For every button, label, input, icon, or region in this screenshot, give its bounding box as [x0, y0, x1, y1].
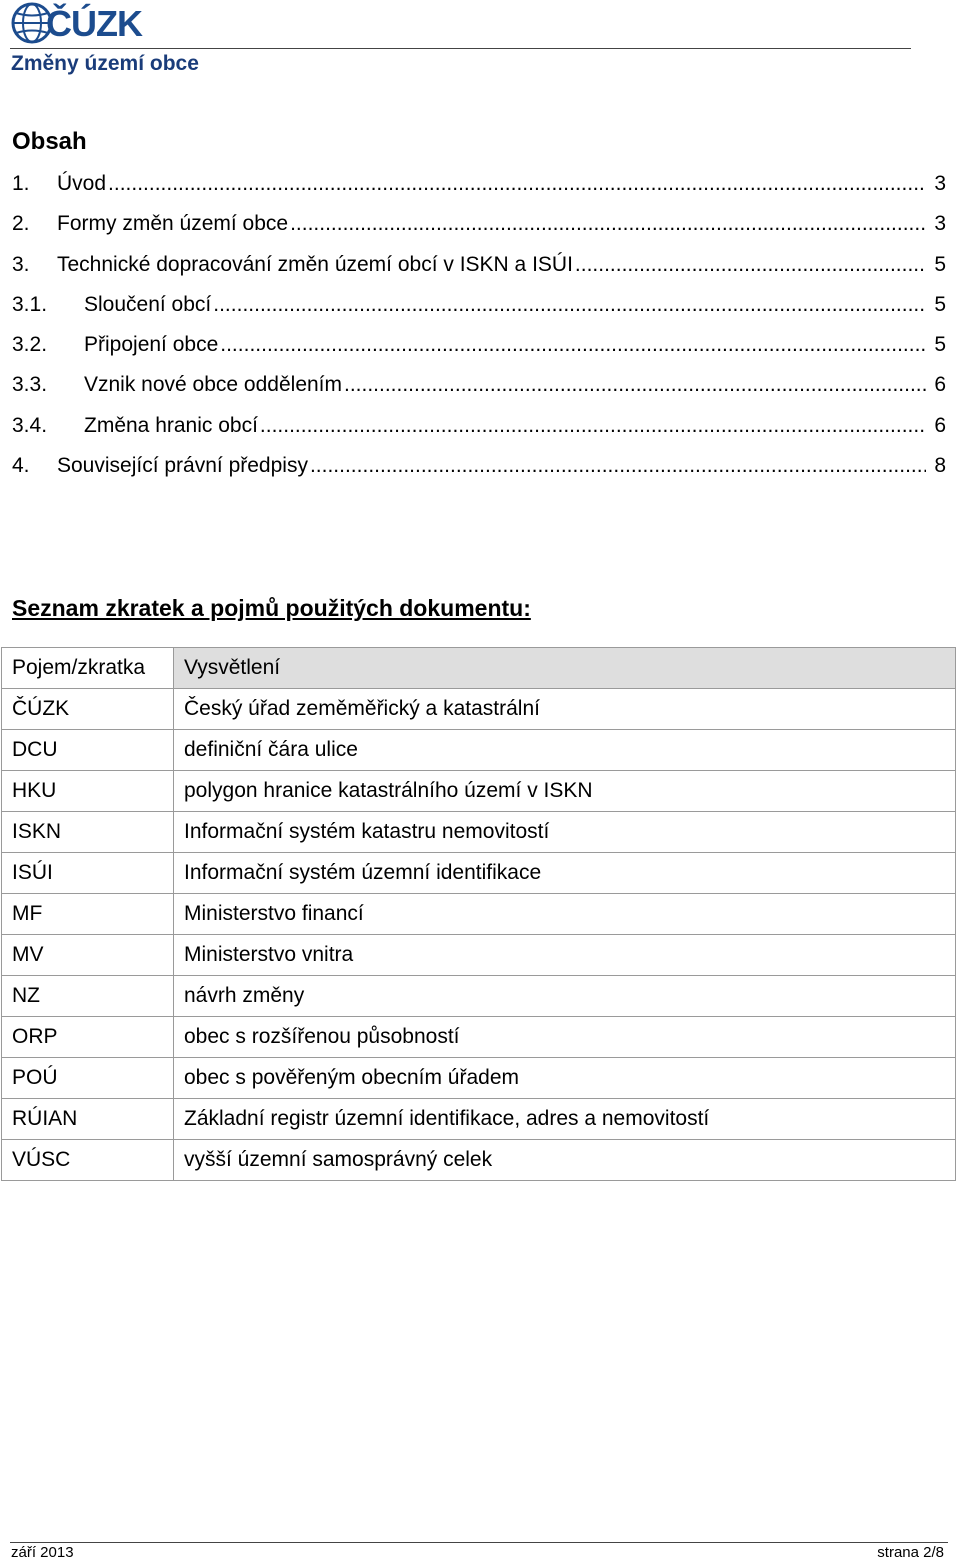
toc-entry[interactable]	[12, 370, 946, 410]
abbreviation-term: ISÚI	[2, 853, 174, 894]
toc-entry-number: 3.	[12, 252, 30, 276]
toc-entry-label: Úvod	[57, 172, 107, 195]
toc-entry-label: Sloučení obcí	[84, 292, 212, 316]
abbreviation-explanation: Informační systém územní identifikace	[174, 853, 956, 894]
toc-entry[interactable]	[12, 209, 946, 249]
abbreviation-term: ČÚZK	[2, 689, 174, 730]
toc-entry-number: 2.	[12, 212, 30, 236]
table-row	[2, 1140, 956, 1181]
abbreviation-term: HKU	[2, 771, 174, 812]
header-divider	[10, 48, 911, 49]
footer-date: září 2013	[11, 1544, 74, 1561]
toc-leader-dots	[108, 169, 926, 199]
toc-entry-label: Změna hranic obcí	[84, 413, 258, 437]
footer-divider	[10, 1542, 948, 1543]
toc-entry-page: 3	[934, 212, 946, 236]
toc-entry[interactable]	[12, 250, 946, 290]
toc-heading: Obsah	[12, 128, 87, 155]
table-row	[2, 853, 956, 894]
footer-page-number: strana 2/8	[877, 1544, 944, 1561]
toc-entry-label: Formy změn území obce	[57, 212, 289, 236]
toc-entry-number: 3.4.	[12, 413, 48, 437]
toc-entry-number: 4.	[12, 454, 30, 478]
toc-entry-page: 5	[934, 252, 946, 276]
table-row	[2, 812, 956, 853]
abbreviation-term: NZ	[2, 976, 174, 1017]
toc-entry-label: Technické dopracování změn území obcí v ISKN a ISÚI	[57, 252, 573, 276]
toc-entry-page: 5	[934, 333, 946, 357]
table-row	[2, 976, 956, 1017]
abbreviation-term: MV	[2, 935, 174, 976]
abbreviation-explanation: Český úřad zeměměřický a katastrální	[174, 689, 956, 730]
abbreviation-term: DCU	[2, 730, 174, 771]
toc-entry[interactable]	[12, 411, 946, 451]
abbreviation-term: ISKN	[2, 812, 174, 853]
column-header-explanation: Vysvětlení	[174, 648, 956, 689]
toc-entry-page: 6	[934, 413, 946, 437]
toc-entry-page: 3	[934, 172, 946, 195]
toc-leader-dots	[260, 411, 926, 441]
abbreviation-explanation: návrh změny	[174, 976, 956, 1017]
toc-leader-dots	[575, 250, 926, 280]
abbreviation-explanation: obec s rozšířenou působností	[174, 1017, 956, 1058]
abbreviation-explanation: vyšší územní samosprávný celek	[174, 1140, 956, 1181]
abbreviations-heading: Seznam zkratek a pojmů použitých dokumentu:	[12, 595, 531, 621]
table-row	[2, 935, 956, 976]
toc-entry-number: 3.3.	[12, 373, 48, 397]
logo-wordmark: ČÚZK	[46, 3, 142, 44]
toc-entry[interactable]	[12, 290, 946, 330]
abbreviation-term: MF	[2, 894, 174, 935]
toc-leader-dots	[213, 290, 926, 320]
toc-leader-dots	[220, 330, 926, 360]
toc-entry-number: 3.1.	[12, 292, 48, 316]
table-row	[2, 730, 956, 771]
toc-entry[interactable]	[12, 451, 946, 491]
abbreviation-explanation: polygon hranice katastrálního území v ISKN	[174, 771, 956, 812]
abbreviation-explanation: obec s pověřeným obecním úřadem	[174, 1058, 956, 1099]
table-row	[2, 1017, 956, 1058]
table-of-contents	[12, 169, 946, 491]
table-row	[2, 689, 956, 730]
abbreviation-explanation: Základní registr územní identifikace, adres a nemovitostí	[174, 1099, 956, 1140]
toc-entry-number: 3.2.	[12, 333, 48, 357]
toc-entry[interactable]	[12, 330, 946, 370]
toc-entry[interactable]	[12, 169, 946, 209]
abbreviation-explanation: Informační systém katastru nemovitostí	[174, 812, 956, 853]
page-header	[0, 0, 960, 80]
table-row	[2, 894, 956, 935]
toc-entry-label: Vznik nové obce oddělením	[84, 373, 342, 397]
toc-entry-label: Související právní předpisy	[57, 454, 308, 478]
abbreviation-term: RÚIAN	[2, 1099, 174, 1140]
document-title: Změny území obce	[11, 52, 199, 75]
toc-entry-page: 6	[934, 373, 946, 397]
toc-leader-dots	[290, 209, 926, 239]
toc-entry-label: Připojení obce	[84, 333, 219, 357]
table-row	[2, 771, 956, 812]
abbreviation-explanation: Ministerstvo financí	[174, 894, 956, 935]
abbreviation-explanation: definiční čára ulice	[174, 730, 956, 771]
abbreviations-table	[1, 647, 956, 1181]
toc-entry-page: 5	[934, 292, 946, 316]
table-row	[2, 1099, 956, 1140]
toc-entry-page: 8	[934, 454, 946, 478]
toc-entry-number: 1.	[12, 172, 30, 195]
column-header-term: Pojem/zkratka	[2, 648, 174, 689]
abbreviation-term: VÚSC	[2, 1140, 174, 1181]
toc-leader-dots	[344, 370, 926, 400]
table-header-row	[2, 648, 956, 689]
abbreviation-term: ORP	[2, 1017, 174, 1058]
table-row	[2, 1058, 956, 1099]
abbreviation-term: POÚ	[2, 1058, 174, 1099]
abbreviation-explanation: Ministerstvo vnitra	[174, 935, 956, 976]
toc-leader-dots	[310, 451, 926, 481]
